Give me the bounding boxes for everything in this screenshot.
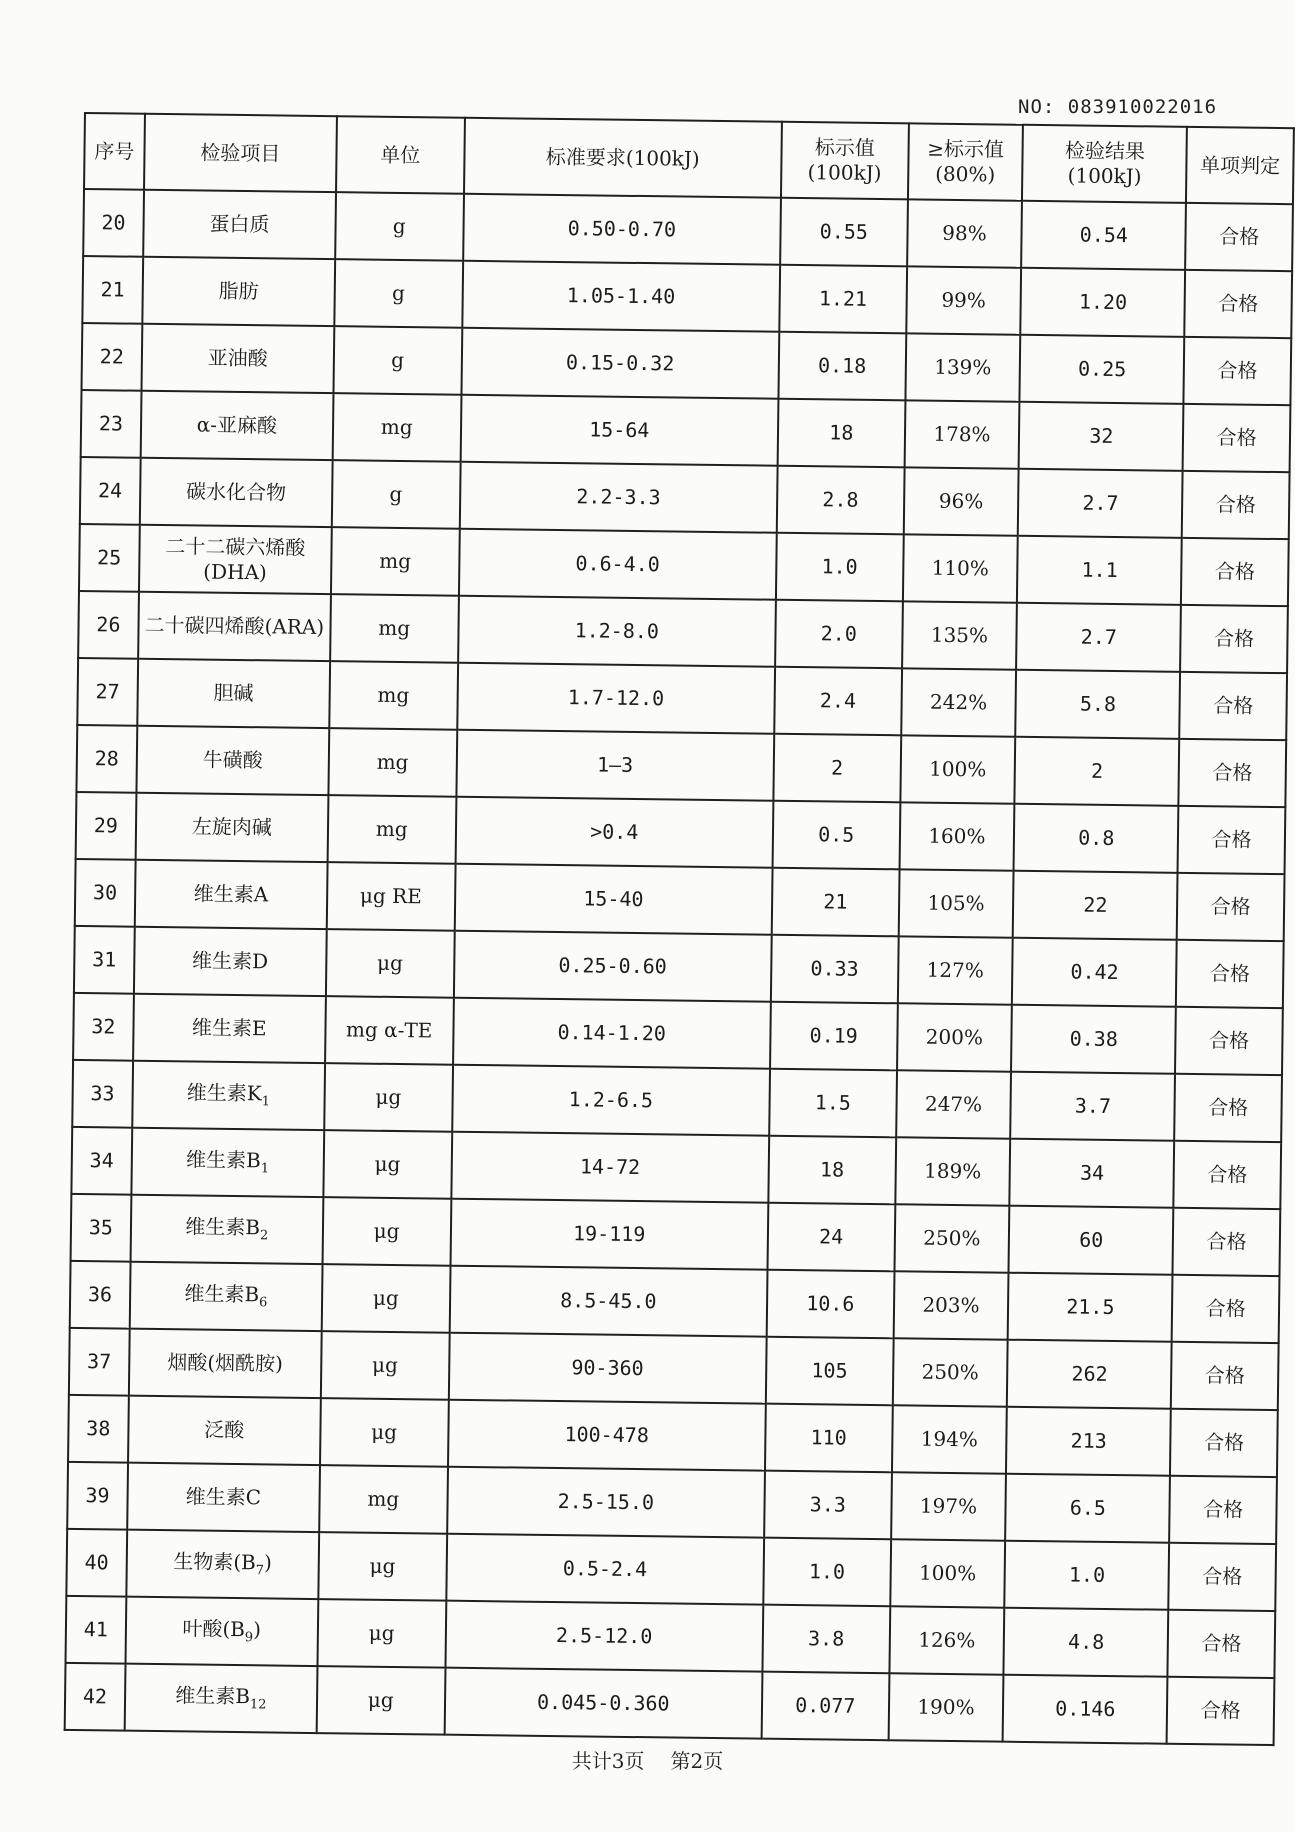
row-result: 22: [1013, 871, 1178, 940]
row-judgement: 合格: [1174, 1074, 1282, 1142]
row-labeled-value: 1.5: [769, 1069, 896, 1138]
row-judgement: 合格: [1177, 873, 1285, 941]
row-labeled-value: 0.18: [778, 332, 905, 401]
row-item: [124, 1664, 317, 1733]
row-ratio: 250%: [894, 1204, 1010, 1272]
row-result: 0.54: [1021, 201, 1186, 270]
row-labeled-value: 2.0: [775, 600, 902, 669]
results-table-wrapper: [64, 112, 1295, 1746]
row-judgement: 合格: [1184, 337, 1292, 405]
row-standard: 19-119: [450, 1199, 768, 1270]
row-ratio: 135%: [902, 601, 1018, 669]
row-item-name: 亚油酸: [207, 345, 268, 371]
header-seq: 序号: [84, 113, 145, 190]
row-item: [135, 793, 328, 862]
row-standard: 0.25-0.60: [453, 931, 771, 1002]
row-ratio: 190%: [888, 1673, 1004, 1741]
table-row: [65, 1663, 1275, 1745]
row-item-name: 二十碳四烯酸(ARA): [144, 612, 325, 640]
row-judgement: 合格: [1179, 739, 1287, 807]
row-ratio: 126%: [889, 1606, 1005, 1674]
row-unit: mg: [329, 661, 458, 730]
row-labeled-value: 18: [768, 1136, 895, 1205]
row-result: 60: [1009, 1206, 1174, 1275]
row-judgement: 合格: [1169, 1476, 1277, 1544]
row-result: 262: [1007, 1340, 1172, 1409]
row-unit: g: [334, 259, 463, 328]
row-ratio: 100%: [890, 1539, 1006, 1607]
row-unit: μg: [317, 1666, 446, 1735]
row-unit: μg: [321, 1331, 450, 1400]
row-judgement: 合格: [1180, 605, 1288, 673]
report-number: NO: 083910022016: [1018, 96, 1218, 118]
row-seq: 39: [67, 1462, 128, 1530]
row-item-name: 维生素B: [175, 1683, 251, 1709]
row-labeled-value: 0.19: [770, 1002, 897, 1071]
row-item-name: 胆碱: [213, 680, 254, 706]
row-seq: 25: [79, 524, 140, 592]
row-seq: 36: [70, 1261, 131, 1329]
row-item-subscript: 6: [258, 1295, 268, 1311]
row-seq: 32: [73, 993, 134, 1061]
row-judgement: 合格: [1182, 471, 1290, 539]
row-item-name: 牛磺酸: [202, 747, 263, 773]
row-ratio: 127%: [897, 936, 1013, 1004]
row-item-name: 二十二碳六烯酸: [165, 533, 306, 560]
row-standard: 1—3: [456, 730, 774, 801]
row-labeled-value: 0.33: [771, 935, 898, 1004]
row-unit: mg: [328, 728, 457, 797]
row-judgement: 合格: [1185, 270, 1293, 338]
row-standard: 0.50-0.70: [463, 194, 781, 265]
row-ratio: 110%: [902, 534, 1018, 602]
row-labeled-value: 0.077: [762, 1672, 889, 1741]
row-judgement: 合格: [1180, 672, 1288, 740]
row-standard: 0.045-0.360: [444, 1668, 762, 1739]
row-result: 1.0: [1005, 1541, 1170, 1610]
row-item-name: 维生素A: [193, 881, 269, 907]
row-result: 0.38: [1011, 1005, 1176, 1074]
row-standard: 1.05-1.40: [462, 261, 780, 332]
row-seq: 22: [82, 323, 143, 391]
row-unit: g: [332, 460, 461, 529]
row-ratio: 160%: [899, 802, 1015, 870]
row-seq: 37: [69, 1328, 130, 1396]
row-item-name: 烟酸(烟酰胺): [167, 1350, 284, 1376]
row-judgement: 合格: [1173, 1208, 1281, 1276]
row-seq: 29: [76, 792, 137, 860]
row-item-name: 叶酸(B: [182, 1616, 246, 1642]
row-result: 2: [1015, 737, 1180, 806]
row-seq: 23: [81, 390, 142, 458]
row-item: [132, 1061, 325, 1130]
row-judgement: 合格: [1181, 538, 1289, 606]
row-judgement: 合格: [1171, 1342, 1279, 1410]
row-judgement: 合格: [1176, 940, 1284, 1008]
row-labeled-value: 2: [773, 734, 900, 803]
header-result-line2: (100kJ): [1067, 163, 1142, 189]
row-item: [142, 257, 335, 326]
row-result: 213: [1006, 1407, 1171, 1476]
row-item-name: 维生素B: [184, 1281, 260, 1307]
row-labeled-value: 1.21: [779, 265, 906, 334]
row-standard: >0.4: [455, 797, 773, 868]
row-unit: mg: [333, 393, 462, 462]
row-item-tail: ): [263, 1550, 273, 1575]
row-judgement: 合格: [1168, 1610, 1276, 1678]
row-unit: μg: [323, 1130, 452, 1199]
footer-current-page: 第2页: [670, 1749, 724, 1773]
row-unit: g: [333, 326, 462, 395]
row-item-name: α-亚麻酸: [196, 412, 278, 438]
row-result: 2.7: [1018, 469, 1183, 538]
header-ratio: [907, 123, 1023, 200]
header-result-line1: 检验结果: [1064, 138, 1146, 164]
row-seq: 20: [83, 189, 144, 257]
row-ratio: 178%: [904, 400, 1020, 468]
row-labeled-value: 110: [765, 1404, 892, 1473]
table-body: [65, 189, 1293, 1745]
row-ratio: 98%: [907, 199, 1023, 267]
row-seq: 30: [75, 859, 136, 927]
row-seq: 35: [71, 1194, 132, 1262]
row-seq: 34: [71, 1127, 132, 1195]
row-labeled-value: 2.8: [777, 466, 904, 535]
row-item-name: 维生素B: [185, 1214, 261, 1240]
row-seq: 24: [80, 457, 141, 525]
row-standard: 15-40: [454, 864, 772, 935]
row-judgement: 合格: [1167, 1677, 1275, 1745]
row-ratio: 194%: [892, 1405, 1008, 1473]
row-result: 3.7: [1010, 1072, 1175, 1141]
header-ratio-line1: ≥标示值: [927, 136, 1005, 162]
row-judgement: 合格: [1183, 404, 1291, 472]
results-table: [64, 112, 1295, 1746]
row-result: 0.42: [1012, 938, 1177, 1007]
row-item: [143, 190, 336, 259]
row-item: [137, 659, 330, 728]
row-result: 2.7: [1016, 603, 1181, 672]
row-result: 0.146: [1003, 1675, 1168, 1744]
row-seq: 42: [65, 1663, 126, 1731]
row-result: 21.5: [1008, 1273, 1173, 1342]
row-standard: 8.5-45.0: [449, 1266, 767, 1337]
row-item-name: 维生素C: [185, 1484, 262, 1510]
row-seq: 40: [66, 1529, 127, 1597]
row-unit: μg RE: [327, 862, 456, 931]
header-result: [1022, 125, 1187, 203]
row-item-subscript: 9: [244, 1630, 254, 1646]
row-ratio: 189%: [895, 1137, 1011, 1205]
row-item: [128, 1396, 321, 1465]
row-result: 4.8: [1004, 1608, 1169, 1677]
row-standard: 0.14-1.20: [453, 998, 771, 1069]
row-labeled-value: 3.8: [762, 1605, 889, 1674]
row-unit: mg: [319, 1465, 448, 1534]
row-item-name: 维生素D: [191, 948, 269, 974]
row-unit: μg: [322, 1264, 451, 1333]
row-result: 1.1: [1017, 536, 1182, 605]
row-standard: 0.5-2.4: [446, 1534, 764, 1605]
row-result: 6.5: [1005, 1474, 1170, 1543]
row-seq: 28: [76, 725, 137, 793]
row-item-name: 生物素(B: [173, 1549, 256, 1575]
row-unit: μg: [317, 1599, 446, 1668]
row-seq: 33: [72, 1060, 133, 1128]
row-item-name: 维生素K: [186, 1080, 262, 1106]
row-result: 34: [1010, 1139, 1175, 1208]
row-item: [129, 1329, 322, 1398]
row-unit: mg α-TE: [325, 996, 454, 1065]
row-unit: mg: [327, 795, 456, 864]
row-item: [131, 1128, 324, 1197]
row-ratio: 100%: [900, 735, 1016, 803]
row-item-subscript: 2: [259, 1228, 269, 1244]
footer-total-pages: 共计3页: [571, 1749, 645, 1773]
row-labeled-value: 0.55: [780, 198, 907, 267]
row-result: 5.8: [1016, 670, 1181, 739]
row-item: [125, 1597, 318, 1666]
row-item: [138, 592, 331, 661]
header-labeled-line2: (100kJ): [807, 160, 882, 186]
row-labeled-value: 1.0: [763, 1538, 890, 1607]
row-standard: 100-478: [448, 1400, 766, 1471]
row-labeled-value: 0.5: [773, 801, 900, 870]
row-seq: 26: [78, 591, 139, 659]
row-result: 32: [1019, 402, 1184, 471]
row-judgement: 合格: [1175, 1007, 1283, 1075]
row-seq: 27: [77, 658, 138, 726]
row-judgement: 合格: [1185, 203, 1293, 271]
row-result: 0.25: [1020, 335, 1185, 404]
row-item: [127, 1463, 320, 1532]
row-result: 1.20: [1021, 268, 1186, 337]
header-ratio-line2: (80%): [935, 161, 996, 187]
row-result: 0.8: [1014, 804, 1179, 873]
row-item-subscript: 1: [260, 1161, 270, 1177]
row-ratio: 203%: [893, 1271, 1009, 1339]
row-item-name: 维生素E: [191, 1015, 267, 1041]
row-item: [141, 324, 334, 393]
row-unit: μg: [320, 1398, 449, 1467]
row-unit: mg: [331, 527, 460, 596]
row-standard: 1.2-8.0: [458, 596, 776, 667]
row-ratio: 250%: [892, 1338, 1008, 1406]
row-ratio: 200%: [897, 1003, 1013, 1071]
row-standard: 2.2-3.3: [459, 462, 777, 533]
row-item-name: 左旋肉碱: [191, 814, 272, 840]
row-standard: 1.2-6.5: [452, 1065, 770, 1136]
row-judgement: 合格: [1178, 806, 1286, 874]
row-standard: 90-360: [448, 1333, 766, 1404]
header-standard: 标准要求(100kJ): [464, 118, 782, 198]
row-item-name: 泛酸: [204, 1417, 245, 1443]
row-labeled-value: 1.0: [776, 533, 903, 602]
row-ratio: 99%: [906, 266, 1022, 334]
row-item-name: 脂肪: [218, 278, 259, 304]
row-labeled-value: 105: [766, 1337, 893, 1406]
row-standard: 0.6-4.0: [458, 529, 776, 600]
row-unit: μg: [322, 1197, 451, 1266]
row-item: [140, 458, 333, 527]
row-seq: 21: [82, 256, 143, 324]
row-judgement: 合格: [1170, 1409, 1278, 1477]
row-labeled-value: 2.4: [774, 667, 901, 736]
row-labeled-value: 21: [772, 868, 899, 937]
row-judgement: 合格: [1174, 1141, 1282, 1209]
row-item-subscript: 7: [255, 1563, 265, 1579]
row-item-line2: (DHA): [203, 559, 267, 584]
row-ratio: 197%: [891, 1472, 1007, 1540]
row-standard: 14-72: [451, 1132, 769, 1203]
row-item-tail: ): [253, 1617, 262, 1642]
row-item: [130, 1195, 323, 1264]
row-ratio: 105%: [898, 869, 1014, 937]
row-item-name: 维生素B: [185, 1147, 261, 1173]
row-item: [133, 994, 326, 1063]
row-labeled-value: 24: [768, 1203, 895, 1272]
row-unit: μg: [324, 1063, 453, 1132]
row-ratio: 242%: [901, 668, 1017, 736]
row-standard: 0.15-0.32: [461, 328, 779, 399]
row-standard: 15-64: [460, 395, 778, 466]
page-footer: [0, 1745, 1295, 1774]
row-unit: mg: [330, 594, 459, 663]
row-seq: 41: [66, 1596, 127, 1664]
row-item: [129, 1262, 322, 1331]
row-item: [134, 927, 327, 996]
row-item: [135, 860, 328, 929]
row-item-name: 碳水化合物: [185, 479, 287, 505]
row-judgement: 合格: [1172, 1275, 1280, 1343]
row-item: [136, 726, 329, 795]
header-labeled-line1: 标示值: [814, 135, 876, 160]
row-seq: 31: [74, 926, 135, 994]
header-labeled-value: [781, 122, 908, 200]
row-standard: 2.5-15.0: [447, 1467, 765, 1538]
row-unit: μg: [318, 1532, 447, 1601]
row-item: [126, 1530, 319, 1599]
row-item-subscript: 1: [261, 1094, 271, 1110]
row-ratio: 139%: [905, 333, 1021, 401]
row-unit: μg: [326, 929, 455, 998]
row-labeled-value: 18: [778, 399, 905, 468]
row-seq: 38: [68, 1395, 129, 1463]
row-labeled-value: 3.3: [764, 1471, 891, 1540]
row-ratio: 96%: [903, 467, 1019, 535]
row-item: [140, 391, 333, 460]
header-item: 检验项目: [144, 114, 337, 192]
row-unit: g: [335, 192, 464, 261]
header-unit: 单位: [336, 116, 465, 194]
row-item: [139, 525, 332, 594]
row-standard: 2.5-12.0: [445, 1601, 763, 1672]
row-judgement: 合格: [1169, 1543, 1277, 1611]
header-judgement: 单项判定: [1186, 127, 1294, 204]
row-item-name: 蛋白质: [209, 211, 270, 237]
row-ratio: 247%: [896, 1070, 1012, 1138]
row-standard: 1.7-12.0: [457, 663, 775, 734]
row-item-subscript: 12: [249, 1697, 267, 1713]
row-labeled-value: 10.6: [767, 1270, 894, 1339]
